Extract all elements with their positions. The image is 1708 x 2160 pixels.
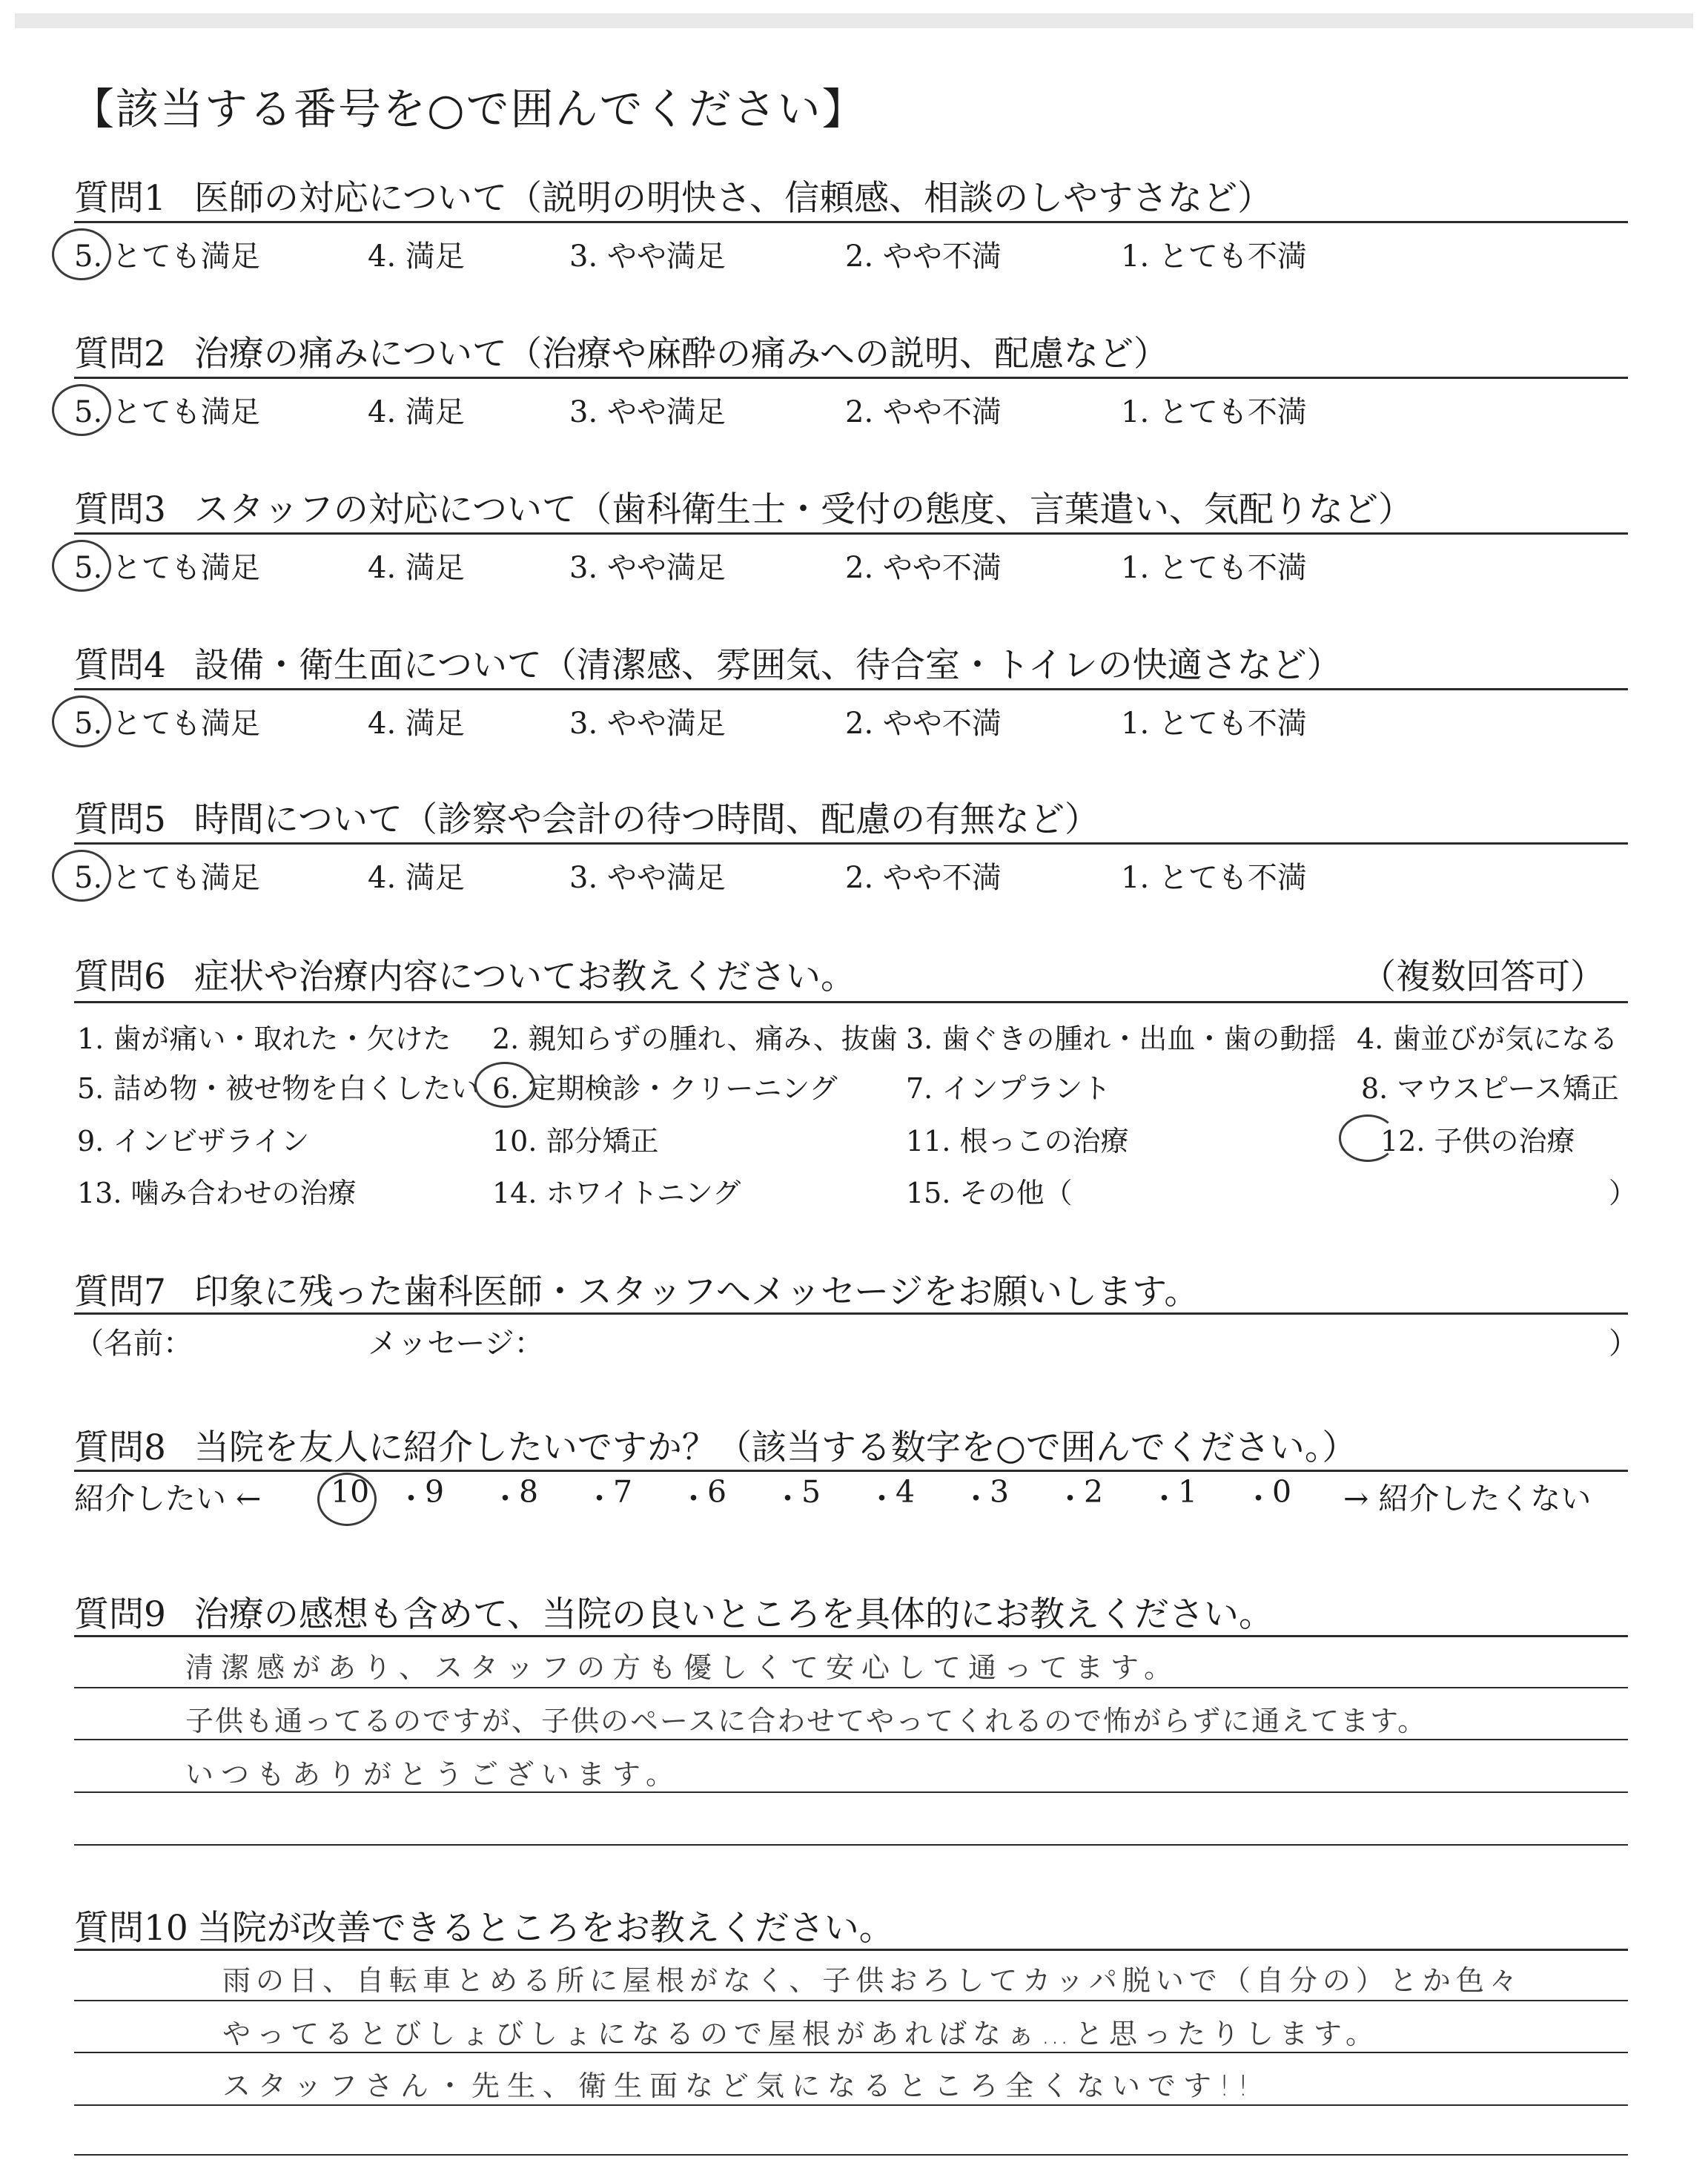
q2-option: 1. とても不満	[1121, 395, 1307, 429]
q1-number: 質問1	[74, 178, 166, 219]
q3-option: 3. やや満足	[569, 551, 726, 585]
q8-scale-separator: ・	[584, 1481, 615, 1516]
q8-scale-value: 8	[519, 1474, 539, 1510]
q8-scale-separator: ・	[1055, 1481, 1085, 1516]
q10-rule	[74, 1949, 1628, 1951]
q7-number: 質問7	[74, 1272, 166, 1312]
q5-option: 1. とても不満	[1121, 861, 1307, 895]
q6-option: 8. マウスピース矯正	[1361, 1072, 1619, 1105]
q9-line-2	[74, 1739, 1628, 1740]
q8-scale-separator: ・	[396, 1481, 426, 1516]
q4-number: 質問4	[74, 645, 166, 686]
scan-top-edge	[15, 13, 1693, 28]
q8-scale-value: 7	[613, 1474, 633, 1510]
q7-close-paren: ）	[1609, 1327, 1638, 1361]
q8-scale-separator: ・	[1149, 1481, 1179, 1516]
q6-option: 15. その他（	[906, 1177, 1073, 1209]
q6-option: 4. 歯並びが気になる	[1357, 1023, 1618, 1055]
q9-number: 質問9	[74, 1594, 166, 1635]
q8-scale-value: 3	[990, 1474, 1010, 1510]
q2-number: 質問2	[74, 334, 166, 374]
q6-option: 5. 詰め物・被せ物を白くしたい	[77, 1072, 480, 1105]
q9-answer-line: 清潔感があり、スタッフの方も優しくて安心して通ってます。	[185, 1651, 1179, 1684]
q4-text: 設備・衛生面について（清潔感、雰囲気、待合室・トイレの快適さなど）	[193, 645, 1342, 686]
q10-number: 質問10	[74, 1908, 188, 1949]
q10-line-3	[74, 2104, 1628, 2106]
q7-name-label: （名前：	[74, 1327, 193, 1361]
q3-number: 質問3	[74, 489, 166, 530]
q9-answer-line: 子供も通ってるのですが、子供のペースに合わせてやってくれるので怖がらずに通えてます。	[185, 1705, 1428, 1737]
q8-scale-value: 1	[1178, 1474, 1198, 1510]
q9-rule	[74, 1635, 1628, 1637]
q5-option: 4. 満足	[368, 861, 465, 895]
q3-option: 1. とても不満	[1121, 551, 1307, 585]
q6-option: 13. 噛み合わせの治療	[77, 1177, 357, 1209]
q10-line-4	[74, 2154, 1628, 2156]
q3-option: 4. 満足	[368, 551, 465, 585]
q6-number: 質問6	[74, 957, 166, 997]
q5-option: 3. やや満足	[569, 861, 726, 895]
q8-scale-value: 2	[1084, 1474, 1104, 1510]
q2-title	[74, 326, 1168, 376]
q5-rule	[74, 842, 1628, 845]
q5-number: 質問5	[74, 799, 166, 840]
q2-option: 4. 満足	[368, 395, 465, 429]
q4-option: 3. やや満足	[569, 707, 726, 741]
q4-rule	[74, 688, 1628, 690]
q1-option: 2. やや不満	[845, 240, 1002, 274]
q6-circle-6	[474, 1062, 535, 1108]
q5-selected-circle	[52, 850, 111, 902]
q5-option: 2. やや不満	[845, 861, 1002, 895]
q5-title	[74, 792, 1099, 842]
q1-rule	[74, 221, 1628, 223]
q8-circle-10	[317, 1473, 377, 1526]
q10-line-2	[74, 2052, 1628, 2053]
q6-option: 14. ホワイトニング	[492, 1177, 741, 1209]
q9-title	[74, 1587, 1274, 1636]
q5-text: 時間について（診察や会計の待つ時間、配慮の有無など）	[193, 799, 1099, 840]
q8-left-label: 紹介したい ←	[74, 1481, 262, 1516]
q3-title	[74, 482, 1413, 532]
q6-option: 10. 部分矯正	[492, 1125, 659, 1157]
q8-scale-separator: ・	[867, 1481, 897, 1516]
q10-text: 当院が改善できるところをお教えください。	[196, 1908, 894, 1949]
q6-text: 症状や治療内容についてお教えください。	[193, 957, 855, 997]
q9-line-1	[74, 1687, 1628, 1688]
q5-option: 5. とても満足	[74, 861, 260, 895]
q6-option: 7. インプラント	[906, 1072, 1111, 1105]
q6-option: 2. 親知らずの腫れ、痛み、抜歯	[492, 1023, 898, 1055]
q10-answer-line: 雨の日、自転車とめる所に屋根がなく、子供おろしてカッパ脱いで（自分の）とか色々	[222, 1964, 1523, 1997]
q4-option: 4. 満足	[368, 707, 465, 741]
q2-option: 3. やや満足	[569, 395, 726, 429]
q6-option: 6. 定期検診・クリーニング	[492, 1072, 838, 1105]
q2-option: 5. とても満足	[74, 395, 260, 429]
q6-option: 12. 子供の治療	[1380, 1125, 1575, 1157]
q1-text: 医師の対応について（説明の明快さ、信頼感、相談のしやすさなど）	[193, 178, 1273, 219]
q7-message-label: メッセージ：	[368, 1327, 544, 1361]
q9-text: 治療の感想も含めて、当院の良いところを具体的にお教えください。	[193, 1594, 1274, 1635]
q8-scale-separator: ・	[678, 1481, 709, 1516]
q4-selected-circle	[52, 696, 111, 747]
q10-title	[74, 1900, 894, 1950]
q8-scale-value: 4	[896, 1474, 916, 1510]
q3-rule	[74, 532, 1628, 535]
q1-option: 4. 満足	[368, 240, 465, 274]
q2-option: 2. やや不満	[845, 395, 1002, 429]
q2-selected-circle	[52, 384, 111, 436]
q4-title	[74, 638, 1342, 687]
q8-scale-value: 10	[331, 1474, 370, 1510]
q7-text: 印象に残った歯科医師・スタッフへメッセージをお願いします。	[193, 1272, 1199, 1312]
q4-option: 2. やや不満	[845, 707, 1002, 741]
q4-option: 5. とても満足	[74, 707, 260, 741]
q8-scale-value: 6	[707, 1474, 727, 1510]
q8-rule	[74, 1470, 1628, 1472]
q10-line-1	[74, 2000, 1628, 2001]
q1-selected-circle	[52, 228, 111, 280]
q3-option: 5. とても満足	[74, 551, 260, 585]
q8-scale-separator: ・	[961, 1481, 991, 1516]
q6-option: 9. インビザライン	[77, 1125, 310, 1157]
q8-scale-separator: ・	[1243, 1481, 1274, 1516]
q8-scale-separator: ・	[772, 1481, 803, 1516]
q6-option: 1. 歯が痛い・取れた・欠けた	[77, 1023, 451, 1055]
q2-text: 治療の痛みについて（治療や麻酔の痛みへの説明、配慮など）	[193, 334, 1169, 374]
q8-scale-value: 5	[801, 1474, 821, 1510]
q10-answer-line: やってるとびしょびしょになるので屋根があればなぁ…と思ったりします。	[222, 2018, 1380, 2050]
q8-scale-value: 0	[1272, 1474, 1292, 1510]
form-title: 【該当する番号を○で囲んでください】	[71, 84, 867, 134]
q8-text: 当院を友人に紹介したいですか？（該当する数字を○で囲んでください。）	[193, 1427, 1357, 1468]
q6-option: 3. 歯ぐきの腫れ・出血・歯の動揺	[906, 1023, 1337, 1055]
q8-scale-separator: ・	[490, 1481, 520, 1516]
q8-number: 質問8	[74, 1427, 166, 1468]
q6-note: （複数回答可）	[1361, 957, 1605, 997]
q7-title	[74, 1264, 1199, 1314]
q1-option: 5. とても満足	[74, 240, 260, 274]
q8-title	[74, 1420, 1357, 1470]
q4-option: 1. とても不満	[1121, 707, 1307, 741]
q1-option: 1. とても不満	[1121, 240, 1307, 274]
q6-title	[74, 949, 855, 999]
q3-selected-circle	[52, 540, 111, 592]
q6-circle-12	[1339, 1114, 1397, 1162]
q1-title	[74, 171, 1272, 220]
q9-line-4	[74, 1844, 1628, 1846]
q9-answer-line: いつもありがとうございます。	[185, 1758, 681, 1791]
q3-text: スタッフの対応について（歯科衛生士・受付の態度、言葉遣い、気配りなど）	[193, 489, 1413, 530]
q2-rule	[74, 377, 1628, 379]
q6-option: ）	[1609, 1177, 1638, 1209]
q1-option: 3. やや満足	[569, 240, 726, 274]
q10-answer-line: スタッフさん・先生、衛生面など気になるところ全くないです!!	[222, 2070, 1257, 2102]
q8-right-label: → 紹介したくない	[1343, 1481, 1592, 1516]
q8-scale-value: 9	[425, 1474, 445, 1510]
q7-rule	[74, 1312, 1628, 1315]
q6-option: 11. 根っこの治療	[906, 1125, 1129, 1157]
q3-option: 2. やや不満	[845, 551, 1002, 585]
q6-rule	[74, 1001, 1628, 1003]
